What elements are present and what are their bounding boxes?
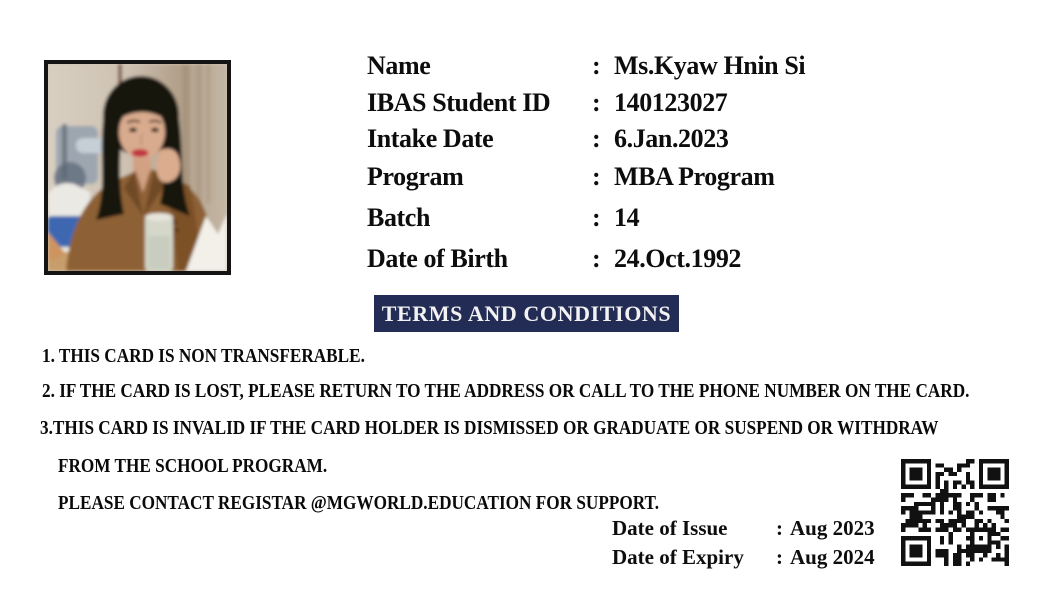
qr-code-canvas [901, 459, 1009, 566]
field-value: 140123027 [614, 88, 728, 117]
date-separator: : [776, 516, 783, 540]
field-label: Intake Date [367, 124, 494, 153]
field-row-date-of-birth [367, 246, 741, 272]
qr-code [901, 459, 1009, 566]
terms-heading-banner [374, 295, 679, 332]
date-of-expiry-row [612, 547, 875, 568]
field-separator: : [592, 124, 601, 153]
terms-line-3: 3.THIS CARD IS INVALID IF THE CARD HOLDER IS DISMISSED OR GRADUATE OR SUSPEND OR WITHDRAW [40, 417, 939, 439]
field-label: IBAS Student ID [367, 88, 551, 117]
date-value: Aug 2024 [790, 545, 875, 569]
student-photo-illustration [48, 64, 227, 271]
field-row-name [367, 53, 805, 79]
field-label: Program [367, 162, 464, 191]
terms-line-1: 1. THIS CARD IS NON TRANSFERABLE. [42, 345, 365, 367]
field-value: 14 [614, 203, 640, 232]
terms-line-5: PLEASE CONTACT REGISTAR @MGWORLD.EDUCATION FOR SUPPORT. [58, 492, 660, 514]
field-value: Ms.Kyaw Hnin Si [614, 51, 806, 80]
field-separator: : [592, 51, 601, 80]
field-label: Name [367, 51, 431, 80]
field-value: 6.Jan.2023 [614, 124, 729, 153]
field-value: 24.Oct.1992 [614, 244, 742, 273]
field-value: MBA Program [614, 162, 775, 191]
field-row-student-id [367, 90, 727, 116]
terms-line-2: 2. IF THE CARD IS LOST, PLEASE RETURN TO THE ADDRESS OR CALL TO THE PHONE NUMBER ON THE CARD. [42, 380, 970, 402]
date-value: Aug 2023 [790, 516, 875, 540]
field-separator: : [592, 88, 601, 117]
field-separator: : [592, 244, 601, 273]
date-label: Date of Issue [612, 516, 728, 540]
date-label: Date of Expiry [612, 545, 744, 569]
field-row-batch [367, 205, 639, 231]
field-label: Batch [367, 203, 431, 232]
terms-line-4: FROM THE SCHOOL PROGRAM. [58, 455, 328, 477]
field-separator: : [592, 203, 601, 232]
date-separator: : [776, 545, 783, 569]
field-label: Date of Birth [367, 244, 508, 273]
terms-heading: TERMS AND CONDITIONS [381, 300, 672, 326]
field-separator: : [592, 162, 601, 191]
field-row-program [367, 164, 774, 190]
date-of-issue-row [612, 518, 875, 539]
field-row-intake-date [367, 126, 728, 152]
student-photo [44, 60, 231, 275]
